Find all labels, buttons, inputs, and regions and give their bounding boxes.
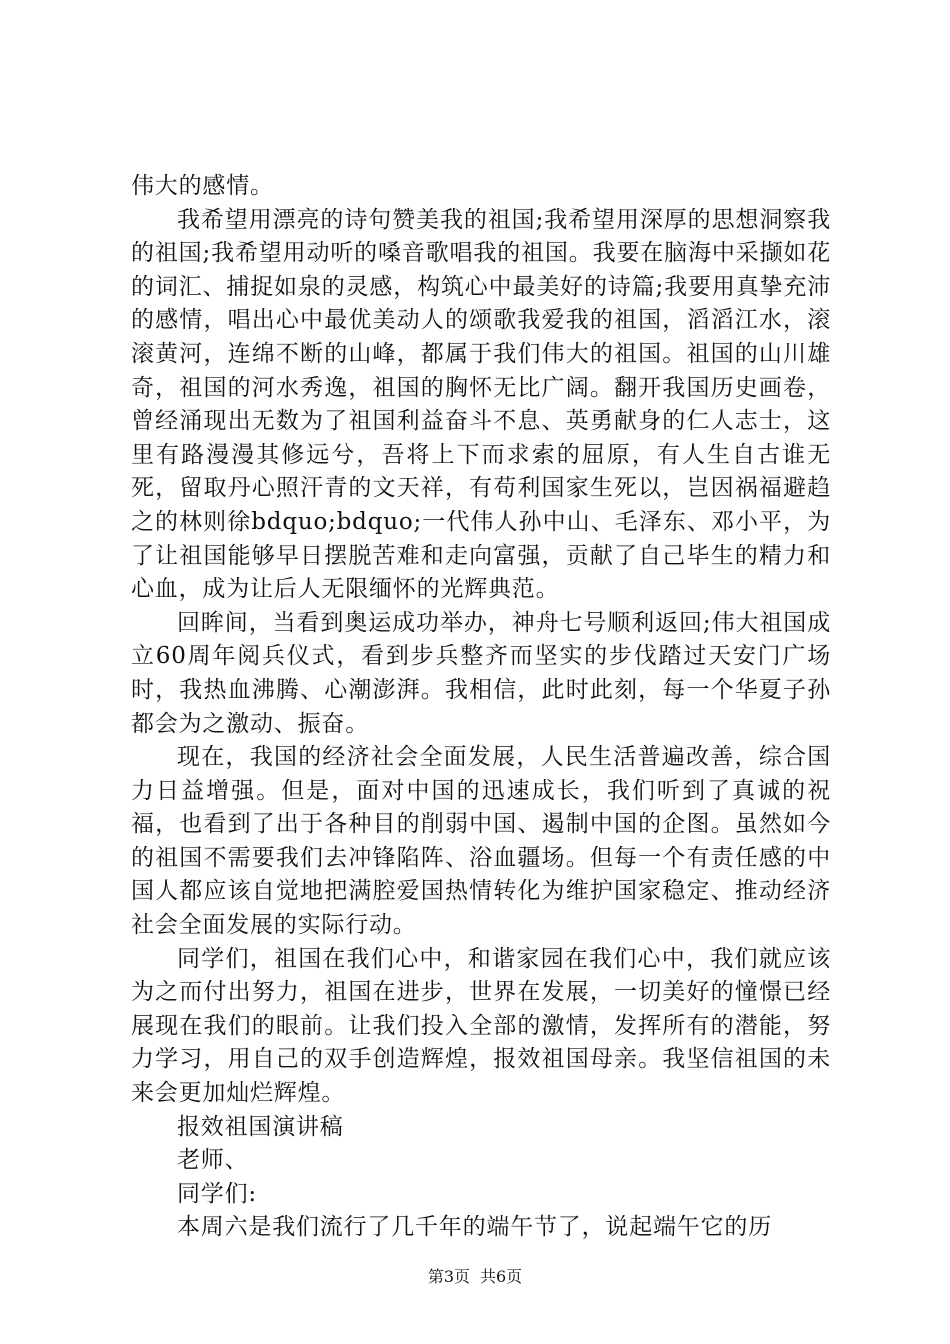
salutation-students: 同学们: [177, 1180, 257, 1207]
page-number: 第3页 [427, 1267, 470, 1286]
document-body [131, 170, 831, 1245]
opening-line: 本周六是我们流行了几千年的端午节了，说起端午它的历 [177, 1214, 772, 1241]
paragraph-hope: 我希望用漂亮的诗句赞美我的祖国;我希望用深厚的思想洞察我的祖国;我希望用动听的嗓音歌唱我的祖国。我要在脑海中采撷如花的词汇、捕捉如泉的灵感，构筑心中最美好的诗篇;我要用真挚充沛的感情，唱出心中最优美动人的颂歌我爱我的祖国，滔滔江水，滚滚黄河，连绵不断的山峰，都属于我们伟大的祖国。祖国的山川雄奇，祖国的河水秀逸，祖国的胸怀无比广阔。翻开我国历史画卷，曾经涌现出无数为了祖国利益奋斗不息、英勇献身的仁人志士，这里有路漫漫其修远兮，吾将上下而求索的屈原，有人生自古谁无死，留取丹心照汗青的文天祥，有苟利国家生死以，岂因祸福避趋之的林则徐bdquo;bdquo;一代伟人孙中山、毛泽东、邓小平，为了让祖国能够早日摆脱苦难和走向富强，贡献了自己毕生的精力和心血，成为让后人无限缅怀的光辉典范。 [131, 206, 831, 603]
page-footer [0, 1267, 950, 1287]
page-total: 共6页 [480, 1267, 523, 1286]
speech-title: 报效祖国演讲稿 [177, 1113, 344, 1140]
paragraph-closing: 同学们，祖国在我们心中，和谐家园在我们心中，我们就应该为之而付出努力，祖国在进步，世界在发展，一切美好的憧憬已经展现在我们的眼前。让我们投入全部的激情，发挥所有的潜能，努力学习，用自己的双手创造辉煌，报效祖国母亲。我坚信祖国的未来会更加灿烂辉煌。 [131, 945, 831, 1107]
paragraph-present: 现在，我国的经济社会全面发展，人民生活普遍改善，综合国力日益增强。但是，面对中国的迅速成长，我们听到了真诚的祝福，也看到了出于各种目的削弱中国、遏制中国的企图。虽然如今的祖国不需要我们去冲锋陷阵、浴血疆场。但每一个有责任感的中国人都应该自觉地把满腔爱国热情转化为维护国家稳定、推动经济社会全面发展的实际行动。 [131, 744, 831, 939]
paragraph-continuation: 伟大的感情。 [131, 173, 274, 199]
paragraph-memories: 回眸间，当看到奥运成功举办，神舟七号顺利返回;伟大祖国成立60周年阅兵仪式，看到步兵整齐而坚实的步伐踏过天安门广场时，我热血沸腾、心潮澎湃。我相信，此时此刻，每一个华夏子孙都会为之激动、振奋。 [131, 609, 831, 737]
salutation-teachers: 老师、 [177, 1147, 249, 1174]
